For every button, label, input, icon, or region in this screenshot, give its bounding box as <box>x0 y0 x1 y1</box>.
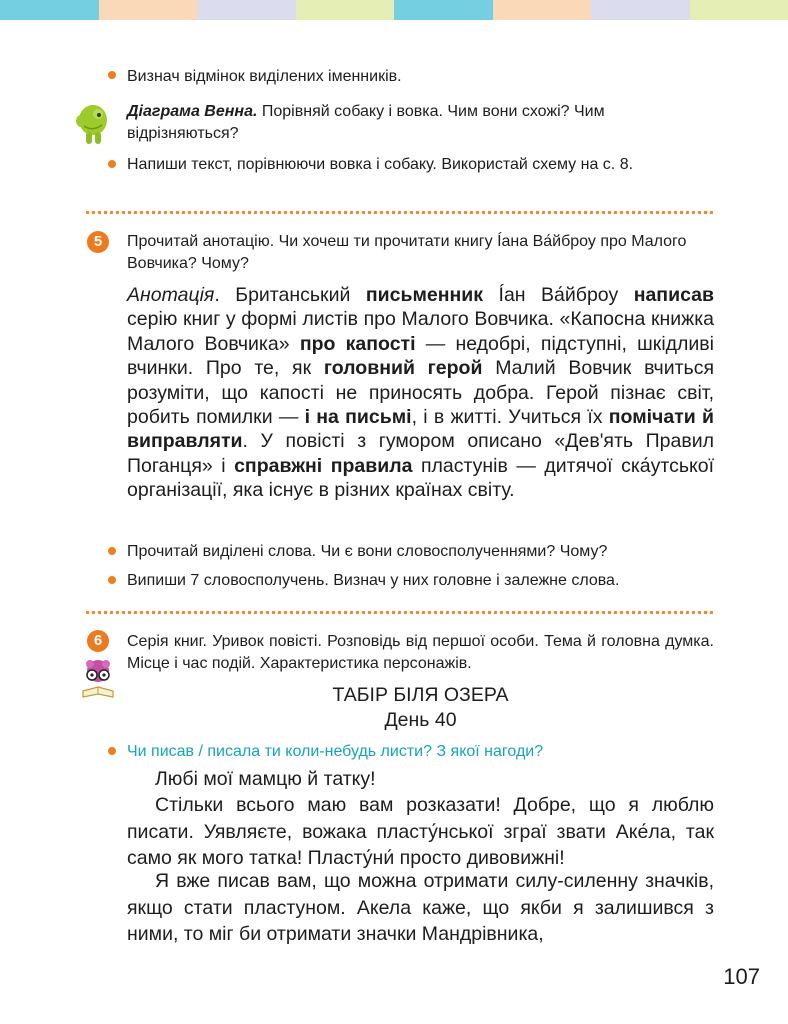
task-number-badge: 5 <box>87 231 109 253</box>
annotation-segment: . У повісті з гумором описано «Дев'ять Правил Поганця» і <box>127 430 714 477</box>
task5-question-2: Випиши 7 словосполучень. Визнач у них головне і залежне слова. <box>127 572 620 589</box>
annotation-highlight: помічати й виправляти <box>127 406 714 453</box>
annotation-highlight: головний герой <box>323 357 483 380</box>
page-number: 107 <box>723 964 760 989</box>
bullet-icon <box>108 576 116 584</box>
header-strip-segment <box>690 0 788 20</box>
task5-question-1: Прочитай виділені слова. Чи є вони словосполученнями? Чому? <box>127 543 608 560</box>
task-number-badge: 6 <box>87 630 109 652</box>
annotation-segment: — недобрі, підступні, шкідливі вчинки. Про те, як <box>127 332 714 380</box>
bullet-icon <box>108 747 116 755</box>
question-case: Визнач відмінок виділених іменників. <box>127 68 402 85</box>
venn-task <box>127 101 715 145</box>
annotation-highlight: написав <box>633 284 714 306</box>
annotation-segment: пластунів — дитячої ска́утської організації, яка існує в різних країнах світу. <box>127 454 715 502</box>
story-day: День 40 <box>384 709 457 731</box>
annotation-highlight: справжні правила <box>234 454 413 477</box>
letter-paragraph-2: Я вже писав вам, що можна отримати силу-силенну значків, якщо стати пластуном. Акела каже, що якби я залишився з ними, то міг би отримати значки Мандрівника, <box>127 870 714 945</box>
annotation-segment: Íан Ва́йброу <box>483 284 634 306</box>
section-divider <box>86 611 713 614</box>
header-strip-segment <box>591 0 690 20</box>
header-color-strip <box>0 0 788 20</box>
annotation-highlight: про капості <box>299 332 416 355</box>
header-strip-segment <box>0 0 99 20</box>
annotation-segment: , і в житті. Учиться їх <box>411 406 609 429</box>
annotation-segment: Малий Вовчик вчиться розуміти, що капості не приносять добра. Герой пізнає світ, робить помилки — <box>127 357 715 429</box>
bullet-icon <box>108 71 116 79</box>
venn-text: Порівняй собаку і вовка. Чим вони схожі? Чим відрізняються? <box>127 103 605 142</box>
annotation-label: Анотація <box>127 284 215 306</box>
header-strip-segment <box>493 0 592 20</box>
question-write-text: Напиши текст, порівнюючи вовка і собаку. Використай схему на с. 8. <box>127 156 634 173</box>
letter-paragraph-1: Стільки всього маю вам розказати! Добре, що я люблю писати. Уявляєте, вожака пласту́нської зграї звати Аке́ла, так само як мого татка! Пласту́ни́ просто дивовижні! <box>127 794 714 869</box>
story-title: ТАБІР БІЛЯ ОЗЕРА <box>332 684 509 706</box>
task6-prompt: Серія книг. Уривок повісті. Розповідь від першої особи. Тема й головна думка. Місце і час подій. Характеристика персонажів. <box>127 633 714 672</box>
header-strip-segment <box>394 0 493 20</box>
annotation-highlight: письменник <box>365 284 484 306</box>
annotation-text <box>127 283 714 503</box>
reading-mascot-icon <box>80 657 116 703</box>
annotation-highlight: і на письмі <box>304 406 412 429</box>
letter-greeting: Любі мої мамцю й татку! <box>155 768 376 790</box>
bullet-icon <box>108 160 116 168</box>
section-divider <box>86 211 713 214</box>
venn-title: Діаграма Венна. <box>127 103 258 120</box>
header-strip-segment <box>197 0 296 20</box>
bullet-icon <box>108 547 116 555</box>
annotation-segment: серію книг у формі листів про Малого Вовчика. «Капосна книжка Малого Вовчика» <box>127 308 714 355</box>
task6-question: Чи писав / писала ти коли-небудь листи? З якої нагоди? <box>127 743 544 760</box>
annotation-segment: . Британський <box>214 284 366 306</box>
green-mascot-icon <box>72 100 112 150</box>
header-strip-segment <box>296 0 395 20</box>
task5-prompt: Прочитай анотацію. Чи хочеш ти прочитати книгу Íана Ва́йброу про Малого Вовчика? Чому? <box>127 233 687 272</box>
header-strip-segment <box>99 0 198 20</box>
